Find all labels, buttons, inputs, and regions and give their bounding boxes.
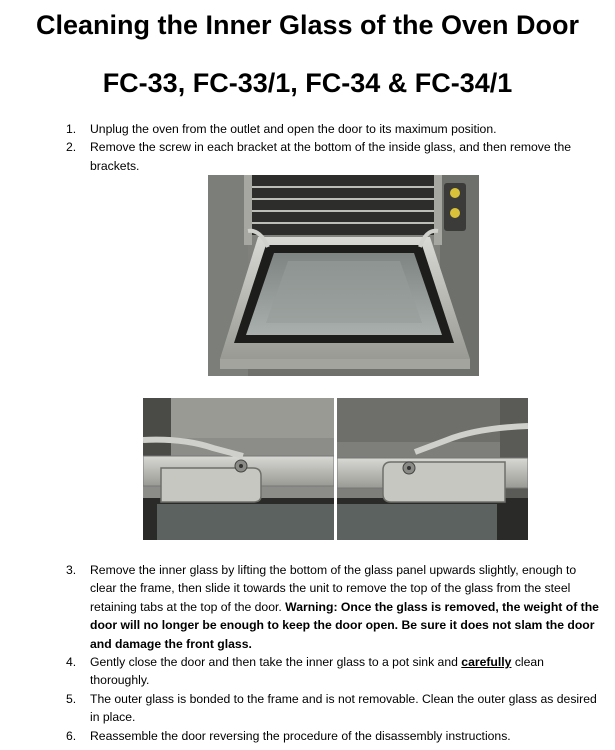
right-bracket-closeup-photo [337, 398, 528, 540]
step-number: 1. [66, 122, 77, 136]
step-text: Unplug the oven from the outlet and open the door to its maximum position. [90, 122, 497, 136]
step-item [66, 561, 601, 653]
step-item [66, 653, 601, 690]
left-bracket-closeup-photo [143, 398, 334, 540]
step-text: The outer glass is bonded to the frame and is not removable. Clean the outer glass as desired in place. [90, 691, 597, 725]
step-number: 5. [66, 691, 77, 706]
emphasis-text: carefully [461, 655, 512, 670]
step-text: Remove the inner glass by lifting the bottom of the glass panel upwards slightly, enough to clear the frame, then slide it towards the unit to remove the top of the glass from the steel retaining tabs at the top of the door. [90, 563, 577, 614]
step-item [66, 120, 601, 138]
step-number: 6. [66, 728, 77, 743]
step-number: 3. [66, 563, 77, 577]
step-text: Gently close the door and then take the inner glass to a pot sink and [90, 655, 458, 670]
page-title: Cleaning the Inner Glass of the Oven Door [35, 10, 580, 40]
step-number: 4. [66, 655, 77, 670]
model-numbers-heading: FC-33, FC-33/1, FC-34 & FC-34/1 [102, 68, 513, 98]
oven-door-open-photo [208, 175, 479, 376]
step-text: Reassemble the door reversing the procedure of the disassembly instructions. [90, 728, 511, 743]
steps-list-part-2 [66, 561, 601, 745]
step-text: clean thoroughly. [90, 655, 544, 688]
step-item [66, 138, 601, 175]
step-text: Remove the screw in each bracket at the bottom of the inside glass, and then remove the brackets. [90, 140, 571, 173]
step-item [66, 727, 601, 745]
warning-text: Warning: Once the glass is removed, the weight of the door will no longer be enough to keep the door open. Be sure it does not slam the door and damage the front glass. [90, 599, 599, 651]
step-number: 2. [66, 140, 77, 155]
step-item [66, 690, 601, 727]
steps-list-part-1 [66, 120, 601, 175]
